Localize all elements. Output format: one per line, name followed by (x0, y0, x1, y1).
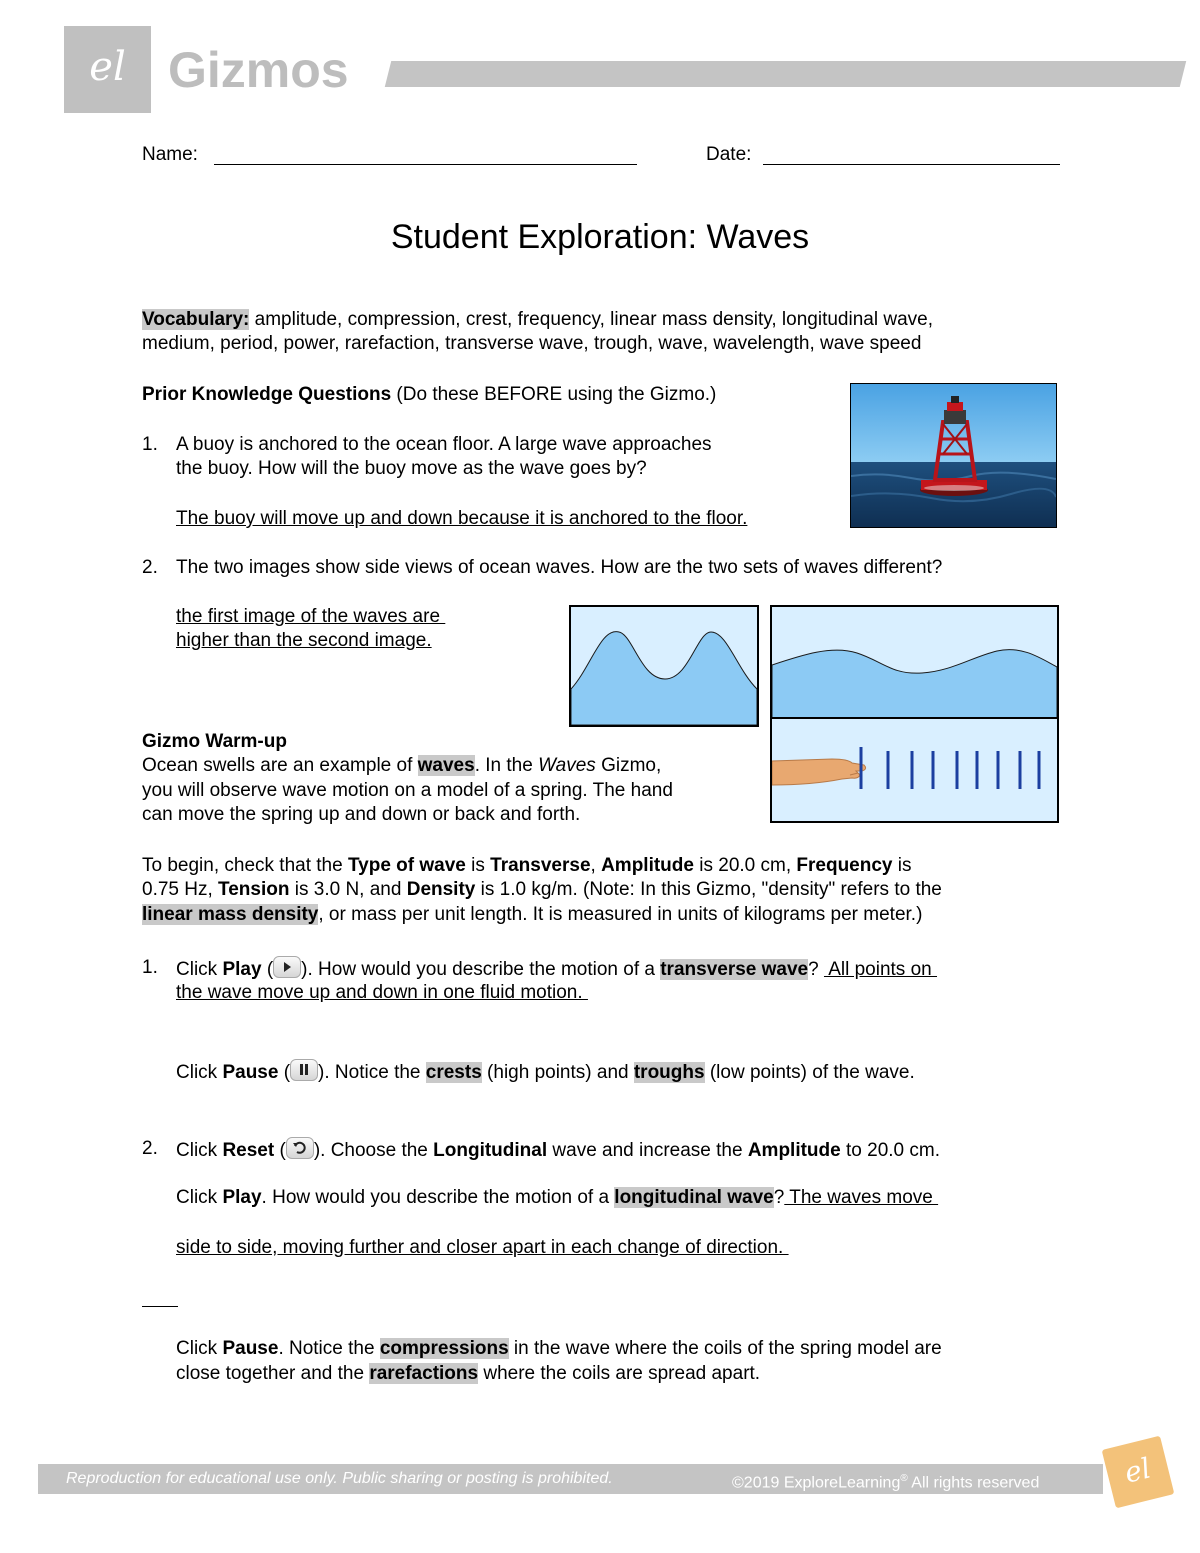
footer-logo-text: el (1121, 1451, 1155, 1490)
step-text: in the wave where the coils of the spring model are (508, 1338, 942, 1359)
logo-mark-text: el (89, 44, 126, 90)
step1-number: 1. (142, 957, 158, 978)
play-label: Play (222, 959, 262, 980)
q2-answer-line-1: the first image of the waves are (176, 606, 446, 627)
step-text: (low points) of the wave. (704, 1062, 915, 1083)
q2-number: 2. (142, 557, 158, 578)
setting-longitudinal: Longitudinal (433, 1140, 548, 1161)
q1-line-2: the buoy. How will the buoy move as the wave goes by? (176, 458, 647, 479)
step-text: ). Choose the (313, 1140, 434, 1161)
begin-line-1 (142, 854, 911, 878)
prior-heading-note: (Do these BEFORE using the Gizmo.) (391, 384, 717, 405)
begin-text: is 3.0 N, and (289, 879, 407, 900)
q1-answer: The buoy will move up and down because it is anchored to the floor. (176, 508, 748, 529)
vocabulary-line-1 (142, 308, 933, 332)
name-label: Name: (142, 144, 198, 165)
begin-line-2 (142, 878, 942, 902)
step-text: where the coils are spread apart. (478, 1363, 761, 1384)
vocabulary-terms-1: amplitude, compression, crest, frequency, linear mass density, longitudinal wave, (249, 309, 933, 330)
term-compressions: compressions (379, 1338, 509, 1359)
step2-pause-line-1 (176, 1337, 942, 1361)
step-text: ( (274, 1140, 286, 1161)
setting-amplitude: Amplitude (747, 1140, 841, 1161)
copyright-text: ©2019 ExploreLearning (732, 1474, 901, 1492)
setting-amplitude: Amplitude (601, 855, 694, 876)
begin-text: 0.75 Hz, (142, 879, 219, 900)
step-text: close together and the (176, 1363, 370, 1384)
reset-button-icon[interactable] (286, 1137, 314, 1159)
vocabulary-label: Vocabulary: (142, 309, 250, 330)
prior-heading-title: Prior Knowledge Questions (142, 384, 392, 405)
term-rarefactions: rarefactions (369, 1363, 479, 1384)
step-text: ? (773, 1187, 785, 1208)
term-longitudinal-wave: longitudinal wave (614, 1187, 774, 1208)
brand-title: Gizmos (168, 42, 349, 98)
footer-notice: Reproduction for educational use only. Public sharing or posting is prohibited. (66, 1470, 613, 1487)
step-text: to 20.0 cm. (840, 1140, 940, 1161)
setting-transverse: Transverse (490, 855, 591, 876)
vocabulary-line-2: medium, period, power, rarefaction, transverse wave, trough, wave, wavelength, wave speed (142, 333, 922, 354)
pause-button-icon[interactable] (290, 1059, 318, 1081)
header-bar (385, 61, 1186, 87)
logo-mark (64, 26, 151, 113)
begin-text: , (590, 855, 602, 876)
step-text: Click (176, 1062, 223, 1083)
step2-answer-part-2: side to side, moving further and closer apart in each change of direction. (176, 1237, 789, 1258)
warmup-text: . In the (474, 755, 539, 776)
footer-copyright (732, 1468, 1039, 1494)
q2-line-1: The two images show side views of ocean waves. How are the two sets of waves different? (176, 557, 943, 578)
begin-text: , or mass per unit length. It is measured in units of kilograms per meter.) (318, 904, 923, 925)
play-label: Play (222, 1187, 262, 1208)
step-text: ? (808, 959, 824, 980)
step1-answer-part-2: the wave move up and down in one fluid motion. (176, 982, 588, 1003)
step1-pause-line (176, 1059, 915, 1085)
q1-number: 1. (142, 434, 158, 455)
begin-text: is (465, 855, 491, 876)
step2-line-1 (176, 1137, 940, 1163)
rights-text: All rights reserved (907, 1474, 1040, 1492)
warmup-line-3: can move the spring up and down or back and forth. (142, 804, 581, 825)
setting-type-of-wave: Type of wave (347, 855, 466, 876)
term-troughs: troughs (633, 1062, 705, 1083)
page-title: Student Exploration: Waves (390, 218, 810, 256)
footer-logo-icon (1102, 1436, 1175, 1509)
answer-blank-line (142, 1305, 178, 1307)
step-text: . Notice the (278, 1338, 380, 1359)
setting-density: Density (406, 879, 476, 900)
step2-number: 2. (142, 1138, 158, 1159)
step2-play-line (176, 1186, 938, 1210)
step-text: Click (176, 959, 223, 980)
step-text: Click (176, 1338, 223, 1359)
term-crests: crests (425, 1062, 482, 1083)
step-text: (high points) and (481, 1062, 634, 1083)
step1-answer-part-1: All points on (823, 959, 938, 980)
step-text: Click (176, 1187, 223, 1208)
step-text: . How would you describe the motion of a (261, 1187, 615, 1208)
term-transverse-wave: transverse wave (660, 959, 809, 980)
name-field-line[interactable] (214, 163, 637, 165)
buoy-image (850, 383, 1057, 528)
term-waves: waves (417, 755, 475, 776)
pause-label: Pause (222, 1062, 279, 1083)
step2-answer-part-1: The waves move (784, 1187, 939, 1208)
begin-text: is 20.0 cm, (693, 855, 797, 876)
low-waves-image (770, 605, 1059, 719)
begin-text: To begin, check that the (142, 855, 348, 876)
q2-answer-line-2: higher than the second image. (176, 630, 432, 651)
warmup-text: Ocean swells are an example of (142, 755, 418, 776)
step-text: ( (261, 959, 274, 980)
tall-waves-image (569, 605, 759, 727)
play-button-icon[interactable] (273, 956, 301, 978)
warmup-line-2: you will observe wave motion on a model of a spring. The hand (142, 780, 673, 801)
warmup-line-1 (142, 754, 661, 778)
prior-heading (142, 383, 716, 407)
step-text: wave and increase the (547, 1140, 748, 1161)
spring-model-image (770, 717, 1059, 823)
gizmo-name: Waves (538, 755, 596, 776)
begin-line-3 (142, 903, 922, 927)
pause-label: Pause (222, 1338, 279, 1359)
setting-tension: Tension (218, 879, 290, 900)
step-text: ( (278, 1062, 291, 1083)
warmup-text: Gizmo, (595, 755, 662, 776)
date-label: Date: (706, 144, 752, 165)
setting-frequency: Frequency (796, 855, 893, 876)
reset-label: Reset (222, 1140, 275, 1161)
begin-text: is (892, 855, 912, 876)
step1-line-1 (176, 956, 937, 982)
date-field-line[interactable] (763, 163, 1060, 165)
term-linear-mass-density: linear mass density (142, 904, 319, 925)
step-text: ). How would you describe the motion of a (301, 959, 661, 980)
warmup-heading: Gizmo Warm-up (142, 731, 287, 752)
step-text: Click (176, 1140, 223, 1161)
q1-line-1: A buoy is anchored to the ocean floor. A large wave approaches (176, 434, 712, 455)
step2-pause-line-2 (176, 1362, 760, 1386)
registered-mark: ® (900, 1473, 908, 1484)
begin-text: is 1.0 kg/m. (Note: In this Gizmo, "density" refers to the (475, 879, 942, 900)
step-text: ). Notice the (318, 1062, 426, 1083)
